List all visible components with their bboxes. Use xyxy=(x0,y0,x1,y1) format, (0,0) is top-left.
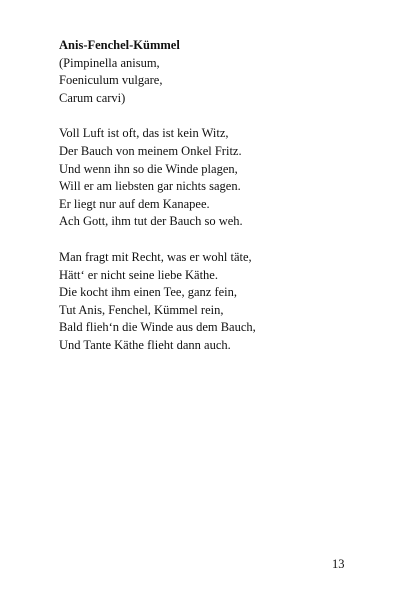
stanza-2 xyxy=(59,249,369,355)
poem-line: Der Bauch von meinem Onkel Fritz. xyxy=(59,143,242,158)
poem-line: Voll Luft ist oft, das ist kein Witz, xyxy=(59,126,229,141)
poem-line: Und wenn ihn so die Winde plagen, xyxy=(59,161,238,176)
poem-line: Tut Anis, Fenchel, Kümmel rein, xyxy=(59,302,224,317)
poem-line: Will er am liebsten gar nichts sagen. xyxy=(59,179,241,194)
page-number: 13 xyxy=(332,557,345,571)
poem-line: Und Tante Käthe flieht dann auch. xyxy=(59,337,231,352)
latin-name-line: Carum carvi) xyxy=(59,90,126,105)
poem-line: Man fragt mit Recht, was er wohl täte, xyxy=(59,249,252,264)
poem-line: Hätt‘ er nicht seine liebe Käthe. xyxy=(59,267,218,282)
latin-name-line: Foeniculum vulgare, xyxy=(59,73,163,88)
stanza-1 xyxy=(59,125,369,231)
poem-line: Ach Gott, ihm tut der Bauch so weh. xyxy=(59,214,243,229)
latin-name-line: (Pimpinella anisum, xyxy=(59,55,160,70)
poem-line: Die kocht ihm einen Tee, ganz fein, xyxy=(59,285,237,300)
poem xyxy=(59,37,369,355)
latin-names xyxy=(59,55,369,108)
poem-line: Bald flieh‘n die Winde aus dem Bauch, xyxy=(59,320,256,335)
poem-line: Er liegt nur auf dem Kanapee. xyxy=(59,196,210,211)
poem-title: Anis-Fenchel-Kümmel xyxy=(59,38,180,52)
